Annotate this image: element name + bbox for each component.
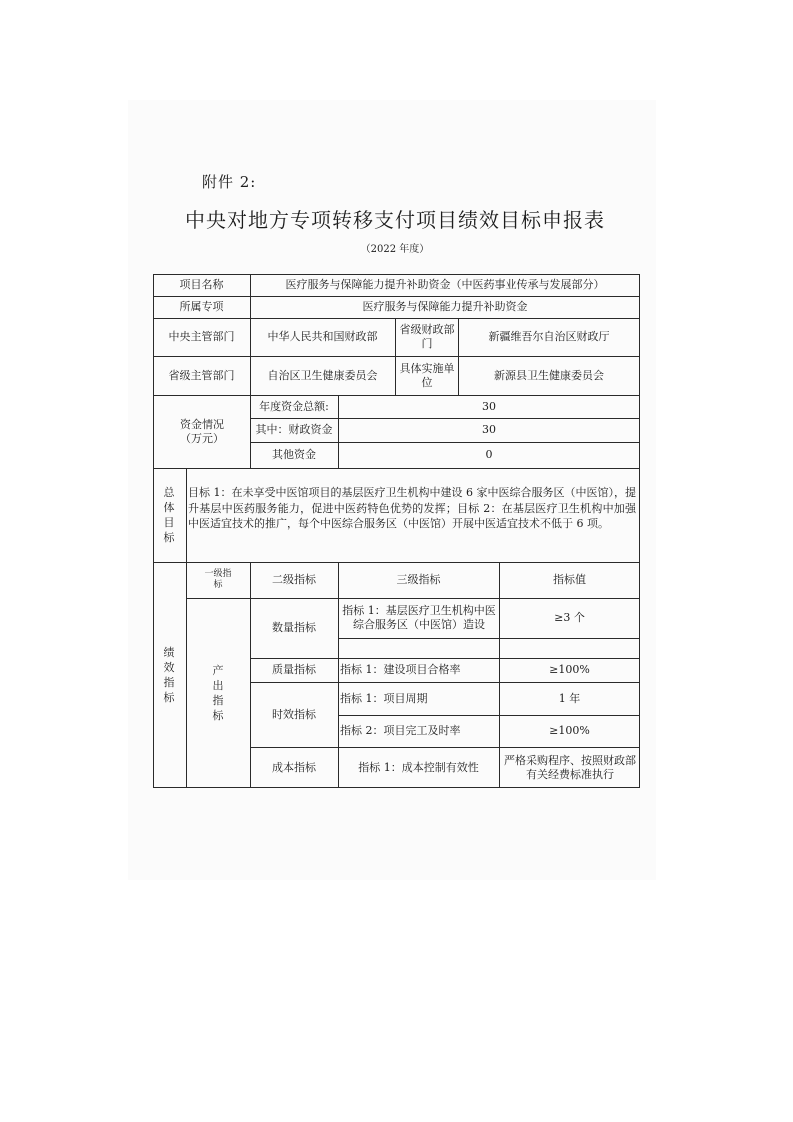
output-indicator-label: 产出指标 bbox=[212, 664, 224, 722]
project-name-value: 医疗服务与保障能力提升补助资金（中医药事业传承与发展部分） bbox=[285, 278, 605, 291]
prov-finance-label: 省级财政部门 bbox=[399, 323, 455, 350]
project-name-label: 项目名称 bbox=[179, 278, 224, 291]
impl-unit-label: 具体实施单位 bbox=[399, 361, 455, 389]
timeliness-indicator: 时效指标 bbox=[272, 707, 316, 721]
funds-total-value: 30 bbox=[482, 399, 496, 413]
quality-indicator: 质量指标 bbox=[272, 663, 316, 676]
special-label: 所属专项 bbox=[179, 300, 224, 313]
prov-finance-value: 新疆维吾尔自治区财政厅 bbox=[488, 330, 610, 343]
cost-indicator-detail: 指标 1：成本控制有效性 bbox=[358, 760, 479, 774]
col-divider bbox=[186, 468, 187, 788]
goals-label: 总体目标 bbox=[163, 486, 175, 544]
timeliness-indicator-detail-1: 指标 1：项目周期 bbox=[340, 691, 428, 705]
quantity-indicator-value: ≥3 个 bbox=[554, 611, 585, 624]
prov-dept-value: 自治区卫生健康委员会 bbox=[267, 368, 378, 382]
col-level2-header: 二级指标 bbox=[272, 573, 316, 586]
row-divider bbox=[153, 468, 640, 469]
col-value-header: 指标值 bbox=[553, 573, 586, 586]
quality-indicator-detail: 指标 1：建设项目合格率 bbox=[340, 663, 461, 676]
funds-fiscal-label: 其中：财政资金 bbox=[255, 423, 333, 436]
quality-indicator-value: ≥100% bbox=[549, 663, 590, 676]
timeliness-indicator-value-2: ≥100% bbox=[549, 724, 590, 737]
timeliness-indicator-detail-2: 指标 2：项目完工及时率 bbox=[340, 724, 461, 737]
central-dept-label: 中央主管部门 bbox=[168, 330, 235, 343]
attachment-label: 附件 2: bbox=[202, 173, 257, 191]
quantity-indicator-detail: 指标 1：基层医疗卫生机构中医综合服务区（中医馆）造设 bbox=[342, 604, 496, 631]
funds-other-label: 其他资金 bbox=[272, 448, 316, 461]
row-divider bbox=[338, 638, 640, 639]
col-level3-header: 三级指标 bbox=[396, 573, 441, 586]
prov-dept-label: 省级主管部门 bbox=[168, 368, 235, 382]
special-value: 医疗服务与保障能力提升补助资金 bbox=[362, 300, 528, 313]
funds-fiscal-value: 30 bbox=[482, 423, 496, 436]
cost-indicator-value: 严格采购程序、按照财政部有关经费标准执行 bbox=[504, 753, 636, 781]
timeliness-indicator-value-1: 1 年 bbox=[558, 691, 581, 705]
indicators-label: 绩效指标 bbox=[163, 646, 175, 704]
central-dept-value: 中华人民共和国财政部 bbox=[267, 330, 378, 343]
cost-indicator: 成本指标 bbox=[272, 760, 316, 774]
goals-text: 目标 1：在未享受中医馆项目的基层医疗卫生机构中建设 6 家中医综合服务区（中医馆），提升基层中医药服务能力，促进中医药特色优势的发挥；目标 2：在基层医疗卫生机构中加强中医适宜技术的推广，每个中医综合服务区（中医馆）开展中医适宜技术不低于 6 项。 bbox=[188, 486, 636, 530]
year-label: （2022 年度） bbox=[360, 244, 430, 255]
col-divider bbox=[395, 318, 396, 395]
impl-unit-value: 新源县卫生健康委员会 bbox=[494, 368, 604, 382]
funds-label: 资金情况（万元） bbox=[180, 417, 224, 445]
funds-other-value: 0 bbox=[485, 448, 493, 461]
col-level1-header: 一级指标 bbox=[204, 569, 232, 590]
funds-total-label: 年度资金总额: bbox=[259, 399, 329, 413]
quantity-indicator: 数量指标 bbox=[272, 621, 316, 634]
document-title: 中央对地方专项转移支付项目绩效目标申报表 bbox=[185, 208, 605, 232]
